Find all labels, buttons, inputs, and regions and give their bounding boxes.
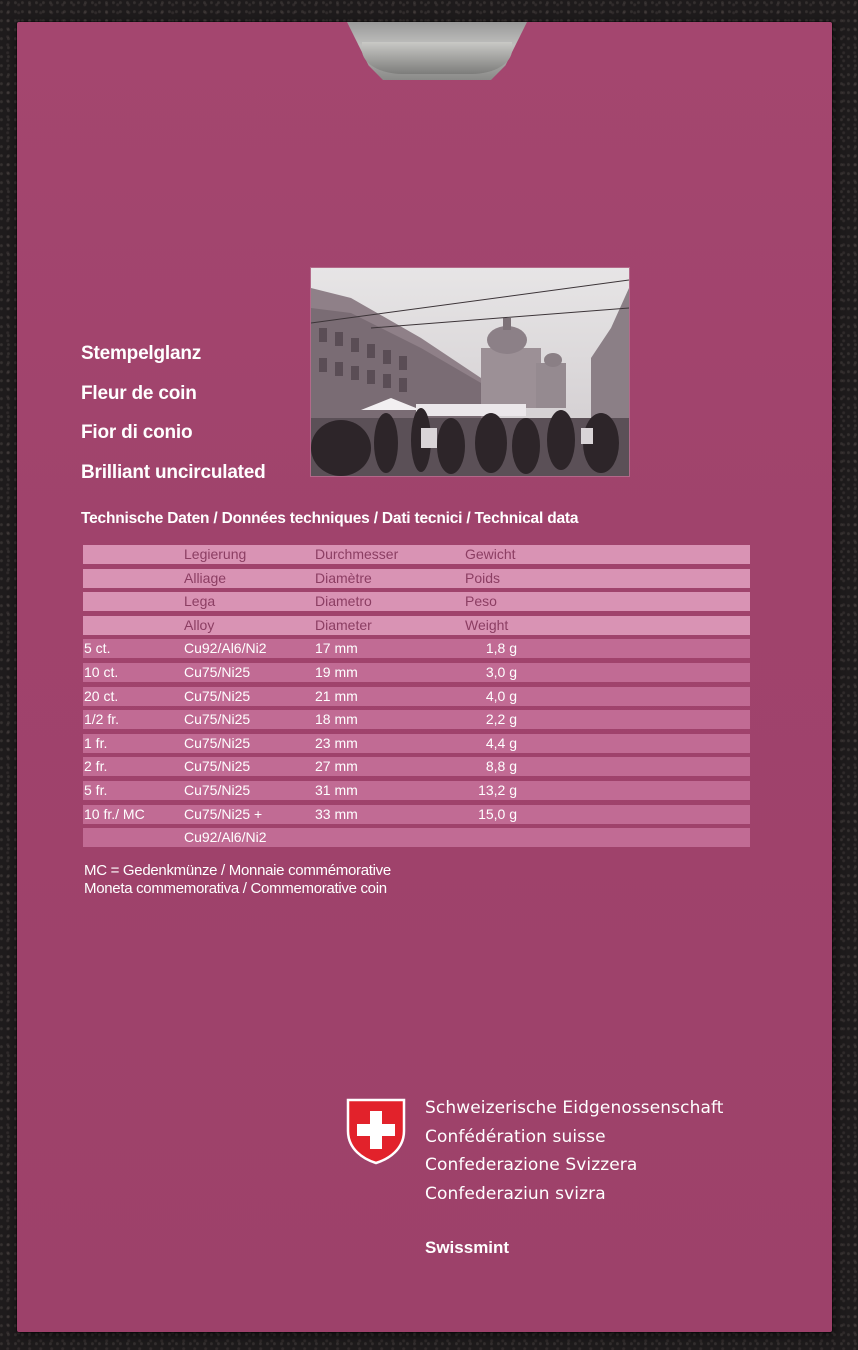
table-cell: Cu92/Al6/Ni2 xyxy=(184,829,267,846)
table-cell: 8,8 g xyxy=(485,758,517,775)
table-cell: 2 fr. xyxy=(84,758,108,775)
table-row xyxy=(83,710,750,729)
inner-tray-edge xyxy=(362,42,512,74)
table-cell: 33 mm xyxy=(315,805,358,822)
table-row xyxy=(83,828,750,847)
table-cell: 18 mm xyxy=(315,711,358,728)
table-cell: Cu75/Ni25 xyxy=(184,734,251,751)
confederation-romansh: Confederaziun svizra xyxy=(425,1183,606,1204)
table-cell: 17 mm xyxy=(315,640,358,657)
table-cell: 10 fr./ MC xyxy=(84,805,145,822)
swiss-cross-shield-icon xyxy=(345,1097,407,1165)
quality-french: Fleur de coin xyxy=(81,382,197,404)
table-cell: Cu92/Al6/Ni2 xyxy=(184,640,267,657)
table-cell: Weight xyxy=(465,616,509,633)
table-header-row xyxy=(83,569,750,588)
table-cell: 20 ct. xyxy=(84,687,119,704)
table-cell: Diameter xyxy=(315,616,372,633)
table-cell: 3,0 g xyxy=(485,663,517,680)
table-cell: Cu75/Ni25 + xyxy=(184,805,263,822)
brand-name: Swissmint xyxy=(425,1238,510,1257)
table-cell: Peso xyxy=(465,593,497,610)
quality-english: Brilliant uncirculated xyxy=(81,461,266,483)
table-cell: 15,0 g xyxy=(478,805,517,822)
table-cell: 13,2 g xyxy=(478,781,517,798)
table-header-row xyxy=(83,545,750,564)
quality-german: Stempelglanz xyxy=(81,343,202,364)
table-cell: Alliage xyxy=(184,569,227,586)
table-cell: 4,0 g xyxy=(485,687,517,704)
confederation-names xyxy=(425,1094,724,1208)
table-cell: Cu75/Ni25 xyxy=(184,758,251,775)
confederation-italian: Confederazione Svizzera xyxy=(425,1155,638,1175)
table-cell: Alloy xyxy=(184,616,215,633)
confederation-french: Confédération suisse xyxy=(425,1126,606,1147)
coin-set-packaging-back xyxy=(17,22,832,1332)
table-row xyxy=(83,757,750,776)
table-cell: Cu75/Ni25 xyxy=(184,781,251,798)
table-cell: Lega xyxy=(184,593,216,610)
table-cell: Diametro xyxy=(315,593,372,610)
table-cell: 1 fr. xyxy=(84,734,108,751)
table-row xyxy=(83,734,750,753)
table-cell: 10 ct. xyxy=(84,663,119,680)
table-cell: Diamètre xyxy=(315,569,372,586)
table-cell: Cu75/Ni25 xyxy=(184,711,251,728)
table-cell: Cu75/Ni25 xyxy=(184,663,251,680)
table-cell: 5 fr. xyxy=(84,781,108,798)
table-cell: Legierung xyxy=(184,546,247,562)
bern-street-photo xyxy=(310,267,630,477)
table-cell: 1,8 g xyxy=(485,640,517,657)
table-cell: 2,2 g xyxy=(485,711,517,728)
table-row xyxy=(83,639,750,658)
confederation-german: Schweizerische Eidgenossenschaft xyxy=(425,1098,724,1118)
table-cell: 19 mm xyxy=(315,663,358,680)
table-row xyxy=(83,687,750,706)
table-cell: Durchmesser xyxy=(315,546,399,562)
table-row xyxy=(83,805,750,824)
table-cell: 31 mm xyxy=(315,781,358,798)
footnote-line: Moneta commemorativa / Commemorative coin xyxy=(84,880,387,897)
table-cell: 4,4 g xyxy=(485,734,517,751)
technical-data-title: Technische Daten / Données techniques / Dati tecnici / Technical data xyxy=(81,510,579,527)
table-cell: 21 mm xyxy=(315,687,358,704)
footnote xyxy=(84,862,391,898)
table-row xyxy=(83,781,750,800)
table-cell: Cu75/Ni25 xyxy=(184,687,251,704)
quality-labels xyxy=(81,334,266,492)
table-cell: Poids xyxy=(465,569,501,586)
table-cell: 1/2 fr. xyxy=(84,711,120,728)
technical-data-table xyxy=(83,545,750,852)
table-cell: 27 mm xyxy=(315,758,358,775)
table-cell: Gewicht xyxy=(465,546,516,562)
table-header-row xyxy=(83,592,750,611)
quality-italian: Fior di conio xyxy=(81,422,193,443)
table-header-row xyxy=(83,616,750,635)
table-cell: 5 ct. xyxy=(84,640,111,657)
table-cell: 23 mm xyxy=(315,734,358,751)
table-row xyxy=(83,663,750,682)
footnote-line: MC = Gedenkmünze / Monnaie commémorative xyxy=(84,862,391,879)
